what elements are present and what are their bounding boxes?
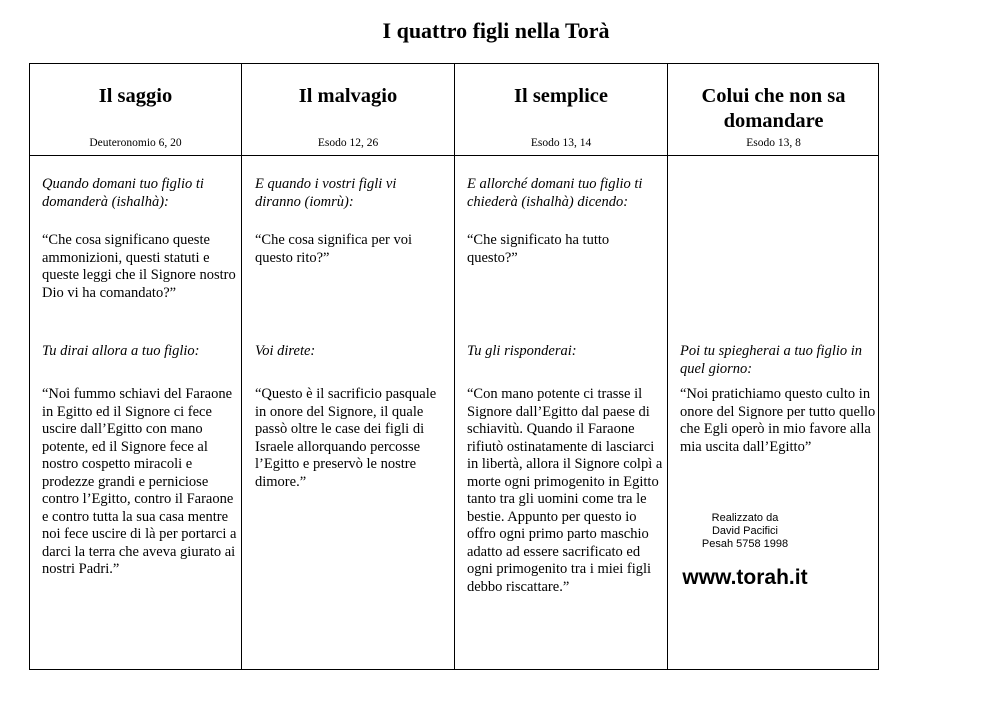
credit-line: Realizzato da [711, 512, 779, 524]
question-text: “Che significato ha tutto questo?” [467, 232, 610, 266]
answer-text: “Questo è il sacrificio pasquale in onore del Signore, il quale passò oltre le case dei figli di Israele allorquando percosse l’Egitto e preservò le nostre dimore.” [255, 386, 437, 490]
question-intro: Quando domani tuo figlio ti domanderà (ishalhà): [42, 176, 204, 210]
column-reference: Deuteronomio 6, 20 [89, 137, 182, 149]
credit-author: David Pacifici [711, 525, 779, 537]
answer-intro: Voi direte: [255, 343, 316, 359]
answer-text: “Noi pratichiamo questo culto in onore del Signore per tutto quello che Egli operò in mio favore alla mia uscita dall’Egitto” [680, 386, 876, 455]
column-header-saggio [30, 64, 241, 155]
column-header-semplice [455, 64, 667, 155]
website-link[interactable]: www.torah.it [682, 566, 808, 589]
answer-text: “Con mano potente ci trasse il Signore dall’Egitto dal paese di schiavitù. Quando il Faraone rifiutò ostinatamente di lasciarci in libertà, allora il Signore colpì a morte ogni primogenito in Egitto tanto tra gli uomini come tra le bestie. Appunto per questo io offro ogni primo parto maschio adatto ad essere sacrificato ed ogni primogenito tra i miei figli debbo riscattare.” [467, 386, 663, 595]
column-reference: Esodo 12, 26 [317, 137, 379, 149]
header-divider [30, 155, 878, 156]
column-name: Il saggio [98, 85, 173, 107]
column-reference: Esodo 13, 8 [746, 137, 801, 149]
answer-intro: Tu dirai allora a tuo figlio: [42, 343, 200, 359]
author-credit [640, 512, 850, 551]
answer-intro: Tu gli risponderai: [467, 343, 577, 359]
column-name: Il semplice [514, 85, 608, 107]
question-intro: E quando i vostri figli vi diranno (iomrù): [255, 176, 397, 210]
column-header-malvagio [242, 64, 454, 155]
column-reference: Esodo 13, 14 [530, 137, 592, 149]
answer-text: “Noi fummo schiavi del Faraone in Egitto ed il Signore ci fece uscire dall’Egitto con mano potente, ed il Signore fece al nostro cospetto miracoli e prodezze grandi e perniciose contro l’Egitto, contro il Faraone e contro tutta la sua casa mentre noi fece uscire di là per portarci a darci la terra che aveva giurato ai nostri Padri.” [42, 386, 237, 577]
question-text: “Che cosa significano queste ammonizioni, questi statuti e queste leggi che il Signore nostro Dio vi ha comandato?” [42, 232, 236, 301]
column-name: Colui che non sa domandare [701, 85, 846, 132]
page-title: I quattro figli nella Torà [382, 18, 610, 43]
credit-date: Pesah 5758 1998 [701, 538, 789, 550]
column-header-non-sa-domandare [668, 64, 879, 155]
question-intro: E allorché domani tuo figlio ti chiederà (ishalhà) dicendo: [467, 176, 643, 210]
answer-intro: Poi tu spiegherai a tuo figlio in quel giorno: [680, 343, 863, 377]
question-text: “Che cosa significa per voi questo rito?” [255, 232, 413, 266]
column-name: Il malvagio [298, 85, 398, 107]
